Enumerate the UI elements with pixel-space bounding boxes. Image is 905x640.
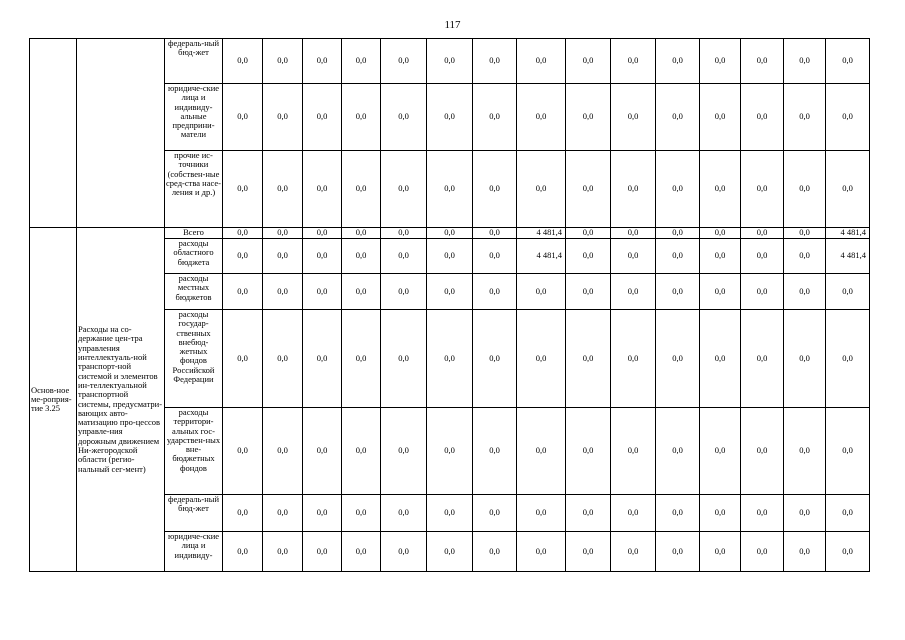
- value-cell: 0,0: [700, 151, 741, 228]
- value-cell: 0,0: [381, 274, 427, 310]
- value-cell: 0,0: [263, 408, 303, 495]
- value-cell: 0,0: [303, 84, 342, 151]
- value-cell: 0,0: [427, 408, 473, 495]
- value-cell: 0,0: [303, 151, 342, 228]
- value-cell: 0,0: [427, 495, 473, 532]
- value-cell: 0,0: [473, 239, 517, 274]
- value-cell: 0,0: [784, 39, 826, 84]
- value-cell: 0,0: [263, 532, 303, 572]
- value-cell: 0,0: [473, 495, 517, 532]
- value-cell: 0,0: [656, 408, 700, 495]
- value-cell: 0,0: [700, 39, 741, 84]
- value-cell: 0,0: [741, 408, 784, 495]
- value-cell: 0,0: [611, 310, 656, 408]
- measure-description: Расходы на со-держание цен-тра управления интеллектуаль-ной транспорт-ной системой и элементов ин-теллектуальной транспортной системы, предусматри-вающих авто-матизацию про-цессов управле-ния дорожным движением Ни-жегородской области (регио-нальный сег-мент): [77, 228, 165, 572]
- value-cell: 0,0: [700, 84, 741, 151]
- value-cell: 0,0: [700, 239, 741, 274]
- value-cell: 0,0: [381, 239, 427, 274]
- value-cell: 0,0: [342, 239, 381, 274]
- value-cell: 0,0: [784, 310, 826, 408]
- value-cell: 0,0: [611, 274, 656, 310]
- value-cell: 0,0: [826, 495, 870, 532]
- value-cell: 0,0: [741, 39, 784, 84]
- table-row: [30, 228, 870, 239]
- value-cell: 0,0: [700, 495, 741, 532]
- value-cell: 0,0: [517, 532, 566, 572]
- value-cell: 0,0: [427, 39, 473, 84]
- value-cell: 0,0: [223, 408, 263, 495]
- value-cell: 0,0: [427, 84, 473, 151]
- measure-label: Основ-ное ме-роприя-тие 3.25: [30, 228, 77, 572]
- value-cell: 0,0: [566, 228, 611, 239]
- value-cell: 0,0: [784, 84, 826, 151]
- value-cell: 0,0: [303, 532, 342, 572]
- value-cell: 0,0: [381, 39, 427, 84]
- funding-source-cell: Всего: [165, 228, 223, 239]
- value-cell: 0,0: [342, 274, 381, 310]
- value-cell: 0,0: [826, 274, 870, 310]
- value-cell: 0,0: [342, 408, 381, 495]
- value-cell: 0,0: [566, 84, 611, 151]
- value-cell: 0,0: [826, 151, 870, 228]
- value-cell: 0,0: [741, 84, 784, 151]
- value-cell: 0,0: [566, 532, 611, 572]
- value-cell: 0,0: [223, 532, 263, 572]
- funding-source-cell: расходы местных бюджетов: [165, 274, 223, 310]
- value-cell: 0,0: [473, 151, 517, 228]
- value-cell: 0,0: [473, 228, 517, 239]
- value-cell: 0,0: [566, 495, 611, 532]
- value-cell: 0,0: [566, 408, 611, 495]
- value-cell: 0,0: [517, 274, 566, 310]
- value-cell: 0,0: [700, 228, 741, 239]
- value-cell: 0,0: [656, 532, 700, 572]
- value-cell: 0,0: [263, 228, 303, 239]
- value-cell: 0,0: [656, 274, 700, 310]
- value-cell: 0,0: [741, 310, 784, 408]
- value-cell: 0,0: [741, 532, 784, 572]
- value-cell: 0,0: [741, 274, 784, 310]
- value-cell: 0,0: [741, 239, 784, 274]
- value-cell: 0,0: [611, 408, 656, 495]
- value-cell: 0,0: [342, 39, 381, 84]
- value-cell: 0,0: [517, 84, 566, 151]
- value-cell: 0,0: [611, 39, 656, 84]
- value-cell: 0,0: [784, 495, 826, 532]
- value-cell: 4 481,4: [517, 228, 566, 239]
- value-cell: 0,0: [517, 495, 566, 532]
- value-cell: 0,0: [381, 84, 427, 151]
- value-cell: 4 481,4: [517, 239, 566, 274]
- value-cell: 0,0: [700, 310, 741, 408]
- value-cell: 0,0: [427, 310, 473, 408]
- value-cell: 0,0: [566, 39, 611, 84]
- value-cell: 0,0: [263, 151, 303, 228]
- value-cell: 0,0: [381, 310, 427, 408]
- value-cell: 0,0: [427, 228, 473, 239]
- value-cell: 0,0: [223, 151, 263, 228]
- value-cell: 0,0: [223, 310, 263, 408]
- value-cell: 0,0: [611, 228, 656, 239]
- value-cell: 0,0: [784, 408, 826, 495]
- funding-source-cell: расходы территори-альных гос-ударствен-ных вне-бюджетных фондов: [165, 408, 223, 495]
- value-cell: 0,0: [342, 228, 381, 239]
- value-cell: 0,0: [784, 274, 826, 310]
- value-cell: 0,0: [826, 84, 870, 151]
- budget-table: [29, 38, 870, 572]
- value-cell: 0,0: [473, 408, 517, 495]
- value-cell: 0,0: [517, 151, 566, 228]
- value-cell: 0,0: [700, 408, 741, 495]
- budget-table-body: [30, 39, 870, 572]
- value-cell: 0,0: [656, 239, 700, 274]
- value-cell: 0,0: [473, 39, 517, 84]
- value-cell: 0,0: [826, 39, 870, 84]
- value-cell: 0,0: [656, 84, 700, 151]
- value-cell: 0,0: [263, 274, 303, 310]
- value-cell: 0,0: [784, 228, 826, 239]
- value-cell: 0,0: [473, 532, 517, 572]
- value-cell: 0,0: [303, 495, 342, 532]
- value-cell: 0,0: [611, 84, 656, 151]
- value-cell: 0,0: [223, 84, 263, 151]
- value-cell: 0,0: [342, 151, 381, 228]
- value-cell: 0,0: [303, 228, 342, 239]
- value-cell: 0,0: [381, 228, 427, 239]
- description-cell-empty: [77, 39, 165, 228]
- value-cell: 0,0: [784, 532, 826, 572]
- value-cell: 0,0: [656, 310, 700, 408]
- funding-source-cell: расходы государ-ственных внебюд-жетных фондов Российской Федерации: [165, 310, 223, 408]
- value-cell: 0,0: [342, 310, 381, 408]
- value-cell: 0,0: [611, 495, 656, 532]
- value-cell: 0,0: [427, 239, 473, 274]
- value-cell: 0,0: [656, 228, 700, 239]
- value-cell: 0,0: [700, 532, 741, 572]
- value-cell: 0,0: [263, 39, 303, 84]
- value-cell: 0,0: [381, 495, 427, 532]
- value-cell: 0,0: [263, 310, 303, 408]
- page-number: 117: [444, 19, 461, 31]
- value-cell: 0,0: [303, 408, 342, 495]
- value-cell: 0,0: [303, 310, 342, 408]
- value-cell: 0,0: [303, 274, 342, 310]
- value-cell: 0,0: [826, 408, 870, 495]
- value-cell: 0,0: [473, 274, 517, 310]
- value-cell: 0,0: [381, 532, 427, 572]
- value-cell: 0,0: [656, 151, 700, 228]
- value-cell: 4 481,4: [826, 239, 870, 274]
- value-cell: 0,0: [517, 408, 566, 495]
- value-cell: 0,0: [784, 239, 826, 274]
- value-cell: 0,0: [342, 84, 381, 151]
- value-cell: 0,0: [611, 532, 656, 572]
- value-cell: 0,0: [427, 151, 473, 228]
- value-cell: 0,0: [611, 151, 656, 228]
- value-cell: 0,0: [473, 84, 517, 151]
- value-cell: 0,0: [303, 39, 342, 84]
- value-cell: 0,0: [741, 228, 784, 239]
- value-cell: 0,0: [826, 532, 870, 572]
- value-cell: 0,0: [223, 274, 263, 310]
- value-cell: 0,0: [381, 151, 427, 228]
- value-cell: 0,0: [473, 310, 517, 408]
- value-cell: 0,0: [784, 151, 826, 228]
- value-cell: 0,0: [566, 274, 611, 310]
- value-cell: 0,0: [611, 239, 656, 274]
- value-cell: 0,0: [741, 495, 784, 532]
- value-cell: 0,0: [263, 84, 303, 151]
- value-cell: 0,0: [656, 495, 700, 532]
- value-cell: 0,0: [700, 274, 741, 310]
- value-cell: 0,0: [517, 39, 566, 84]
- value-cell: 4 481,4: [826, 228, 870, 239]
- value-cell: 0,0: [223, 39, 263, 84]
- value-cell: 0,0: [826, 310, 870, 408]
- value-cell: 0,0: [223, 239, 263, 274]
- value-cell: 0,0: [342, 532, 381, 572]
- measure-cell-empty: [30, 39, 77, 228]
- value-cell: 0,0: [263, 239, 303, 274]
- value-cell: 0,0: [303, 239, 342, 274]
- value-cell: 0,0: [342, 495, 381, 532]
- value-cell: 0,0: [517, 310, 566, 408]
- funding-source-cell: юридиче-ские лица и индивиду-альные предприни-матели: [165, 84, 223, 151]
- funding-source-cell: юридиче-ские лица и индивиду-: [165, 532, 223, 572]
- value-cell: 0,0: [223, 228, 263, 239]
- value-cell: 0,0: [381, 408, 427, 495]
- funding-source-cell: расходы областного бюджета: [165, 239, 223, 274]
- value-cell: 0,0: [427, 532, 473, 572]
- funding-source-cell: федераль-ный бюд-жет: [165, 39, 223, 84]
- table-row: [30, 39, 870, 84]
- value-cell: 0,0: [427, 274, 473, 310]
- value-cell: 0,0: [566, 151, 611, 228]
- funding-source-cell: федераль-ный бюд-жет: [165, 495, 223, 532]
- value-cell: 0,0: [566, 310, 611, 408]
- value-cell: 0,0: [741, 151, 784, 228]
- funding-source-cell: прочие ис-точники (собствен-ные сред-ства насе-ления и др.): [165, 151, 223, 228]
- value-cell: 0,0: [263, 495, 303, 532]
- value-cell: 0,0: [566, 239, 611, 274]
- value-cell: 0,0: [656, 39, 700, 84]
- value-cell: 0,0: [223, 495, 263, 532]
